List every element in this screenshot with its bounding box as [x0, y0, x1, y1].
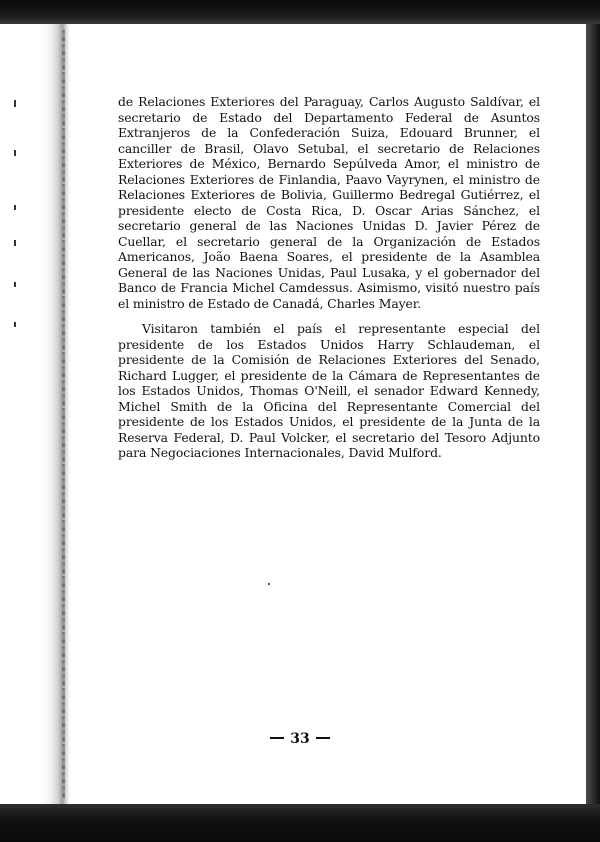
book-binding-line [62, 30, 65, 800]
margin-mark [14, 240, 16, 246]
page-number [0, 731, 600, 747]
book-binding-shadow [40, 24, 70, 804]
scan-speck [268, 583, 270, 585]
page-number-dash-left [270, 737, 284, 739]
margin-mark [14, 205, 16, 210]
page-number-value: 33 [290, 731, 310, 747]
document-body [118, 94, 540, 461]
scan-border-bottom [0, 804, 600, 842]
page-number-dash-right [316, 737, 330, 739]
scan-border-top [0, 0, 600, 24]
scan-border-right [586, 24, 600, 804]
margin-mark [14, 150, 16, 156]
margin-mark [14, 100, 16, 107]
margin-mark [14, 282, 16, 287]
paragraph-2: Visitaron también el país el representante especial del presidente de los Estados Unidos Harry Schlaudeman, el presidente de la Comisión de Relaciones Exteriores del Senado, Richard Lugger, el presidente de la Cámara de Representantes de los Estados Unidos, Thomas O'Neill, el senador Edward Kennedy, Michel Smith de la Oficina del Representante Comercial del presidente de los Estados Unidos, el presidente de la Junta de la Reserva Federal, D. Paul Volcker, el secretario del Tesoro Adjunto para Negociaciones Internacionales, David Mulford. [118, 321, 540, 460]
margin-mark [14, 322, 16, 327]
paragraph-1: de Relaciones Exteriores del Paraguay, Carlos Augusto Saldívar, el secretario de Estado del Departamento Federal de Asuntos Extranjeros de la Confederación Suiza, Edouard Brunner, el canciller de Brasil, Olavo Setubal, el secretario de Relaciones Exteriores de México, Bernardo Sepúlveda Amor, el ministro de Relaciones Exteriores de Finlandia, Paavo Vayrynen, el ministro de Relaciones Exteriores de Bolivia, Guillermo Bedregal Gutiérrez, el presidente electo de Costa Rica, D. Oscar Arias Sánchez, el secretario general de las Naciones Unidas D. Javier Pérez de Cuellar, el secretario general de la Organización de Estados Americanos, João Baena Soares, el presidente de la Asamblea General de las Naciones Unidas, Paul Lusaka, y el gobernador del Banco de Francia Michel Camdessus. Asimismo, visitó nuestro país el ministro de Estado de Canadá, Charles Mayer. [118, 94, 540, 311]
